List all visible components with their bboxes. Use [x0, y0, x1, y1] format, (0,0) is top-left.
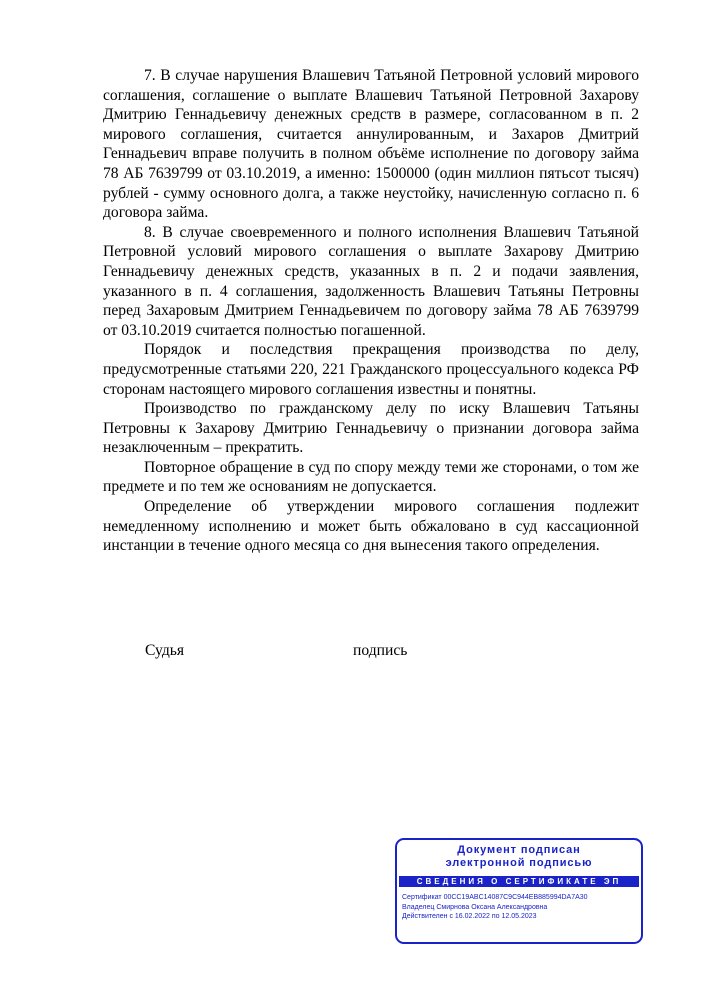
stamp-certificate-number: Сертификат 00CC19ABC14087C9C944EB885994DA7A30	[402, 894, 588, 901]
stamp-title-line-1: Документ подписан	[457, 844, 581, 856]
paragraph-proceedings-terminated: Производство по гражданскому делу по иску Влашевич Татьяны Петровны к Захарову Дмитрию Геннадьевичу о признании договора займа незаключенным – прекратить.	[103, 400, 639, 457]
judge-label: Судья	[145, 642, 185, 659]
paragraph-termination-consequences: Порядок и последствия прекращения производства по делу, предусмотренные статьями 220, 221 Гражданского процессуального кодекса РФ сторонам настоящего мирового соглашения известны и понятны.	[103, 341, 639, 398]
paragraph-repeat-appeal-prohibited: Повторное обращение в суд по спору между теми же сторонами, о том же предмете и по тем же основаниям не допускается.	[103, 458, 639, 496]
judge-signature-line	[145, 641, 408, 661]
stamp-certificate-band: СВЕДЕНИЯ О СЕРТИФИКАТЕ ЭП	[399, 876, 639, 887]
electronic-signature-stamp	[395, 838, 643, 944]
paragraph-7-violation-terms: 7. В случае нарушения Влашевич Татьяной Петровной условий мирового соглашения, соглашение о выплате Влашевич Татьяной Петровной Захарову Дмитрию Геннадьевичу денежных средств в размере, согласованном в п. 2 мирового соглашения, считается аннулированным, и Захаров Дмитрий Геннадьевич вправе получить в полном объёме исполнение по договору займа 78 АБ 7639799 от 03.10.2019, а именно: 1500000 (один миллион пятьсот тысяч) рублей - сумму основного долга, а также неустойку, начисленную согласно п. 6 договора займа.	[103, 67, 639, 222]
stamp-title-line-2: электронной подписью	[445, 857, 593, 869]
stamp-certificate-validity: Действителен с 16.02.2022 по 12.05.2023	[402, 913, 537, 920]
paragraph-8-fulfillment-terms: 8. В случае своевременного и полного исполнения Влашевич Татьяной Петровной условий мирового соглашения о выплате Захарову Дмитрию Геннадьевичу денежных средств, указанных в п. 2 и подачи заявления, указанного в п. 4 соглашения, задолженность Влашевич Татьяны Петровны перед Захаровым Дмитрием Геннадьевичем по договору займа 78 АБ 7639799 от 03.10.2019 считается полностью погашенной.	[103, 223, 639, 339]
signature-placeholder: подпись	[353, 642, 408, 659]
document-body	[103, 66, 639, 556]
paragraph-immediate-execution: Определение об утверждении мирового соглашения подлежит немедленному исполнению и может быть обжаловано в суд кассационной инстанции в течение одного месяца со дня вынесения такого определения.	[103, 498, 639, 555]
stamp-certificate-owner: Владелец Смирнова Оксана Александровна	[402, 903, 548, 911]
stamp-certificate-details	[397, 887, 641, 922]
stamp-title	[397, 844, 641, 870]
